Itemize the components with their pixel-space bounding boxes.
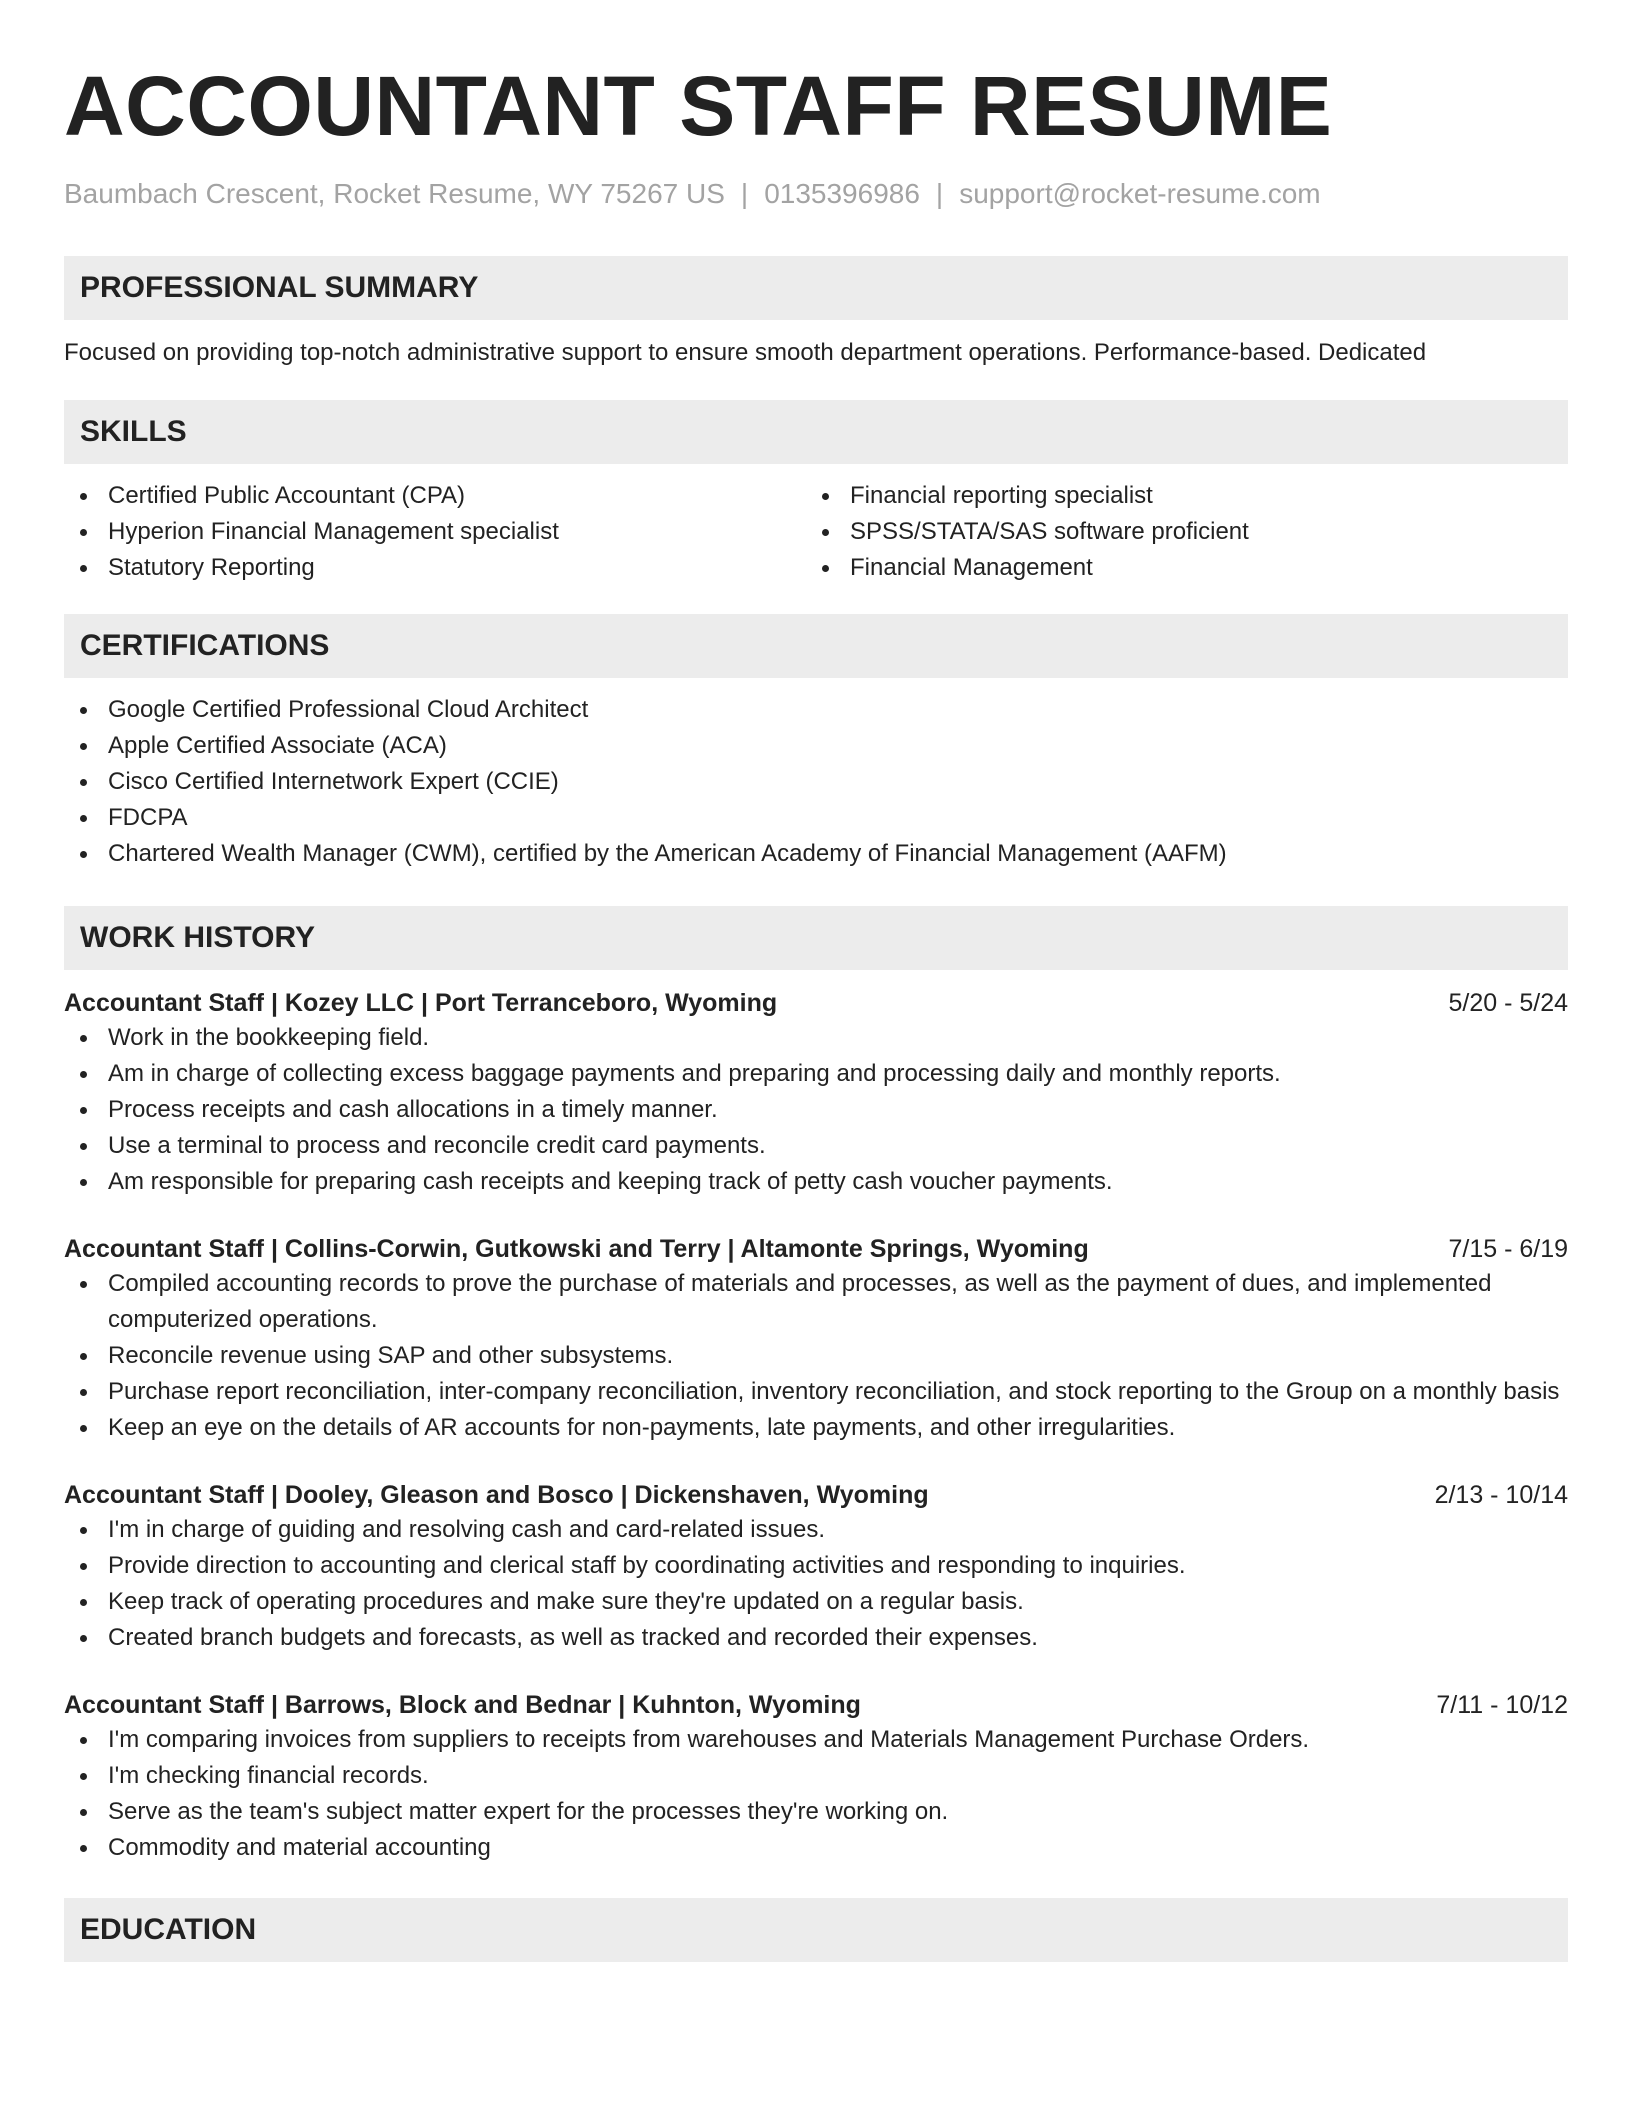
job-title: Accountant Staff | Kozey LLC | Port Terranceboro, Wyoming [64, 989, 778, 1017]
job-entry [64, 1232, 1568, 1446]
job-header [64, 986, 1568, 1020]
certification-item: Apple Certified Associate (ACA) [64, 728, 1568, 764]
job-bullet: Commodity and material accounting [64, 1830, 1568, 1866]
skill-item: SPSS/STATA/SAS software proficient [806, 514, 1548, 550]
job-title: Accountant Staff | Barrows, Block and Bednar | Kuhnton, Wyoming [64, 1691, 861, 1719]
job-bullet: Purchase report reconciliation, inter-company reconciliation, inventory reconciliation, and stock reporting to the Group on a monthly basis [64, 1374, 1568, 1410]
job-title: Accountant Staff | Collins-Corwin, Gutkowski and Terry | Altamonte Springs, Wyoming [64, 1235, 1089, 1263]
job-header [64, 1232, 1568, 1266]
skills-section [64, 400, 1568, 586]
job-bullet: Use a terminal to process and reconcile credit card payments. [64, 1128, 1568, 1164]
work-history-heading: WORK HISTORY [64, 906, 1568, 970]
certification-item: Google Certified Professional Cloud Architect [64, 692, 1568, 728]
job-entry [64, 986, 1568, 1200]
certification-item: FDCPA [64, 800, 1568, 836]
certifications-list [64, 692, 1568, 872]
job-bullet: Keep an eye on the details of AR accounts for non-payments, late payments, and other irregularities. [64, 1410, 1568, 1446]
job-bullet: Serve as the team's subject matter expert for the processes they're working on. [64, 1794, 1568, 1830]
education-section [64, 1898, 1568, 1962]
job-bullets [64, 1722, 1568, 1866]
summary-section [64, 256, 1568, 370]
skill-item: Hyperion Financial Management specialist [64, 514, 806, 550]
skills-list-left [64, 478, 806, 586]
job-dates: 5/20 - 5/24 [1448, 989, 1568, 1017]
job-entry [64, 1478, 1568, 1656]
job-bullet: Keep track of operating procedures and make sure they're updated on a regular basis. [64, 1584, 1568, 1620]
job-bullet: Reconcile revenue using SAP and other subsystems. [64, 1338, 1568, 1374]
job-bullet: Am in charge of collecting excess baggage payments and preparing and processing daily and monthly reports. [64, 1056, 1568, 1092]
contact-phone: 0135396986 [764, 178, 920, 209]
job-dates: 7/15 - 6/19 [1448, 1235, 1568, 1263]
contact-address: Baumbach Crescent, Rocket Resume, WY 75267 US [64, 178, 725, 209]
skill-item: Financial Management [806, 550, 1548, 586]
job-bullet: Compiled accounting records to prove the purchase of materials and processes, as well as the payment of dues, and implemented computerized operations. [64, 1266, 1568, 1338]
skill-item: Statutory Reporting [64, 550, 806, 586]
skill-item: Financial reporting specialist [806, 478, 1548, 514]
job-dates: 7/11 - 10/12 [1436, 1691, 1568, 1719]
skills-heading: SKILLS [64, 400, 1568, 464]
job-bullet: I'm comparing invoices from suppliers to receipts from warehouses and Materials Management Purchase Orders. [64, 1722, 1568, 1758]
job-bullets [64, 1020, 1568, 1200]
job-title: Accountant Staff | Dooley, Gleason and Bosco | Dickenshaven, Wyoming [64, 1481, 929, 1509]
job-dates: 2/13 - 10/14 [1434, 1481, 1568, 1509]
contact-line [64, 176, 1568, 212]
certification-item: Chartered Wealth Manager (CWM), certified by the American Academy of Financial Management (AAFM) [64, 836, 1568, 872]
job-bullets [64, 1266, 1568, 1446]
contact-email: support@rocket-resume.com [959, 178, 1321, 209]
education-heading: EDUCATION [64, 1898, 1568, 1962]
job-entry [64, 1688, 1568, 1866]
contact-separator: | [935, 178, 944, 209]
skill-item: Certified Public Accountant (CPA) [64, 478, 806, 514]
job-header [64, 1478, 1568, 1512]
summary-text: Focused on providing top-notch administrative support to ensure smooth department operations. Performance-based. Dedicated [64, 339, 1427, 366]
job-bullet: Provide direction to accounting and clerical staff by coordinating activities and responding to inquiries. [64, 1548, 1568, 1584]
job-bullet: I'm in charge of guiding and resolving cash and card-related issues. [64, 1512, 1568, 1548]
job-header [64, 1688, 1568, 1722]
certifications-heading: CERTIFICATIONS [64, 614, 1568, 678]
contact-separator: | [740, 178, 749, 209]
certification-item: Cisco Certified Internetwork Expert (CCIE) [64, 764, 1568, 800]
summary-heading: PROFESSIONAL SUMMARY [64, 256, 1568, 320]
job-bullet: Process receipts and cash allocations in a timely manner. [64, 1092, 1568, 1128]
job-bullet: I'm checking financial records. [64, 1758, 1568, 1794]
skills-grid [64, 478, 1568, 586]
job-bullets [64, 1512, 1568, 1656]
resume-title: ACCOUNTANT STAFF RESUME [64, 59, 1333, 153]
job-bullet: Work in the bookkeeping field. [64, 1020, 1568, 1056]
resume-page [64, 0, 1568, 1962]
certifications-section [64, 614, 1568, 872]
job-bullet: Am responsible for preparing cash receipts and keeping track of petty cash voucher payments. [64, 1164, 1568, 1200]
job-bullet: Created branch budgets and forecasts, as well as tracked and recorded their expenses. [64, 1620, 1568, 1656]
work-history-section [64, 906, 1568, 1866]
skills-list-right [806, 478, 1548, 586]
